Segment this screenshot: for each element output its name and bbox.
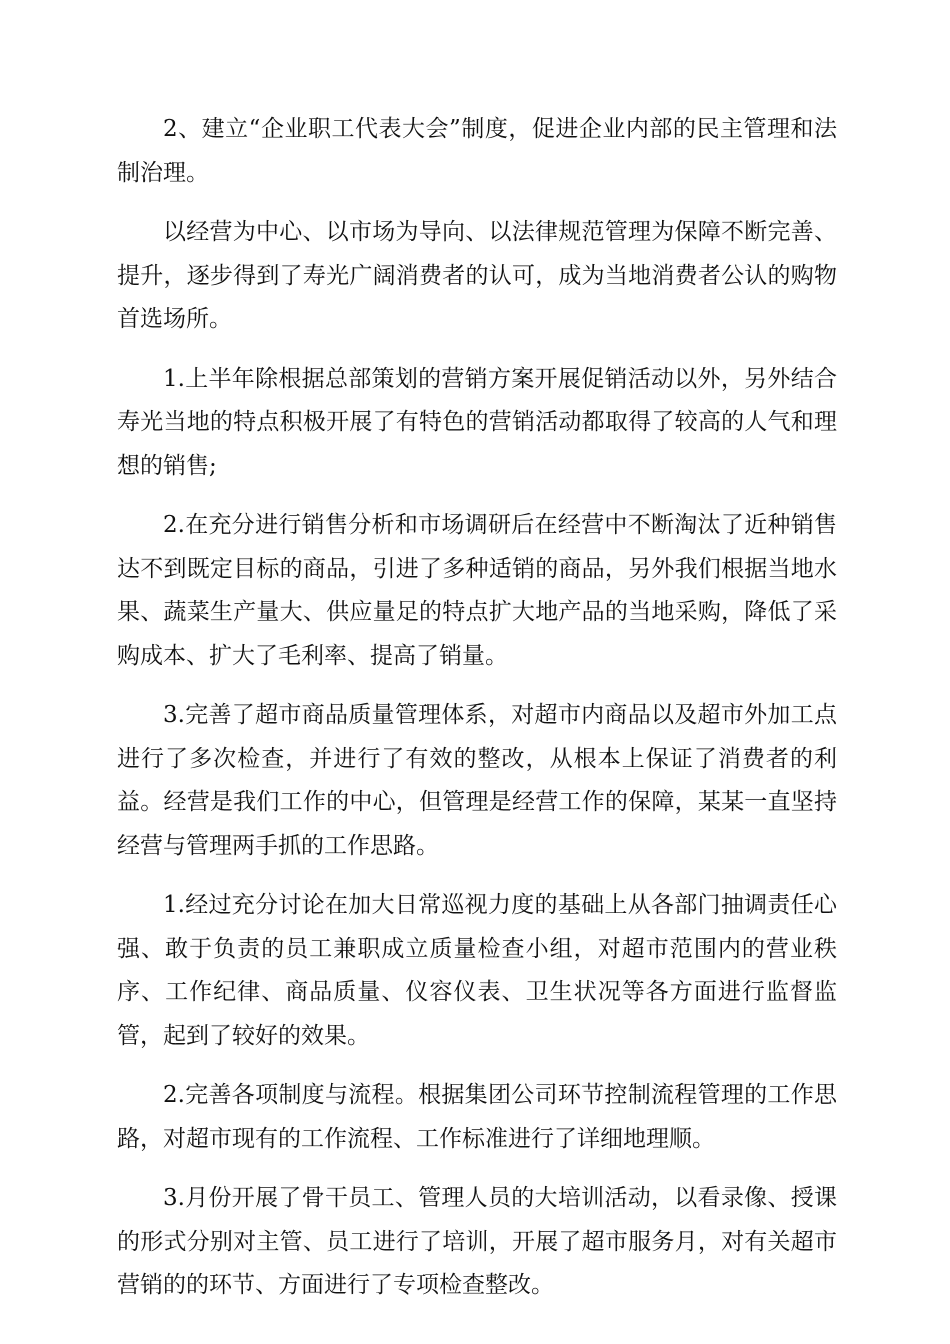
paragraph-8: 3.月份开展了骨干员工、管理人员的大培训活动，以看录像、授课的形式分别对主管、员工进行了培训，开展了超市服务月，对有关超市营销的的环节、方面进行了专项检查整改。 <box>117 1185 837 1298</box>
paragraph-6: 1.经过充分讨论在加大日常巡视力度的基础上从各部门抽调责任心强、敢于负责的员工兼职成立质量检查小组，对超市范围内的营业秩序、工作纪律、商品质量、仪容仪表、卫生状况等各方面进行监督监管，起到了较好的效果。 <box>117 892 837 1049</box>
paragraph-5: 3.完善了超市商品质量管理体系，对超市内商品以及超市外加工点进行了多次检查，并进行了有效的整改，从根本上保证了消费者的利益。经营是我们工作的中心，但管理是经营工作的保障，某某一直坚持经营与管理两手抓的工作思路。 <box>117 702 837 859</box>
paragraph-2: 以经营为中心、以市场为导向、以法律规范管理为保障不断完善、提升，逐步得到了寿光广阔消费者的认可，成为当地消费者公认的购物首选场所。 <box>117 219 837 332</box>
paragraph-4: 2.在充分进行销售分析和市场调研后在经营中不断淘汰了近种销售达不到既定目标的商品，引进了多种适销的商品，另外我们根据当地水果、蔬菜生产量大、供应量足的特点扩大地产品的当地采购，降低了采购成本、扩大了毛利率、提高了销量。 <box>117 512 837 669</box>
paragraph-1: 2、建立“企业职工代表大会”制度，促进企业内部的民主管理和法制治理。 <box>117 116 837 186</box>
paragraph-3: 1.上半年除根据总部策划的营销方案开展促销活动以外，另外结合寿光当地的特点积极开展了有特色的营销活动都取得了较高的人气和理想的销售; <box>117 365 837 479</box>
paragraph-7: 2.完善各项制度与流程。根据集团公司环节控制流程管理的工作思路，对超市现有的工作流程、工作标准进行了详细地理顺。 <box>117 1082 837 1152</box>
document-body <box>117 108 837 1324</box>
